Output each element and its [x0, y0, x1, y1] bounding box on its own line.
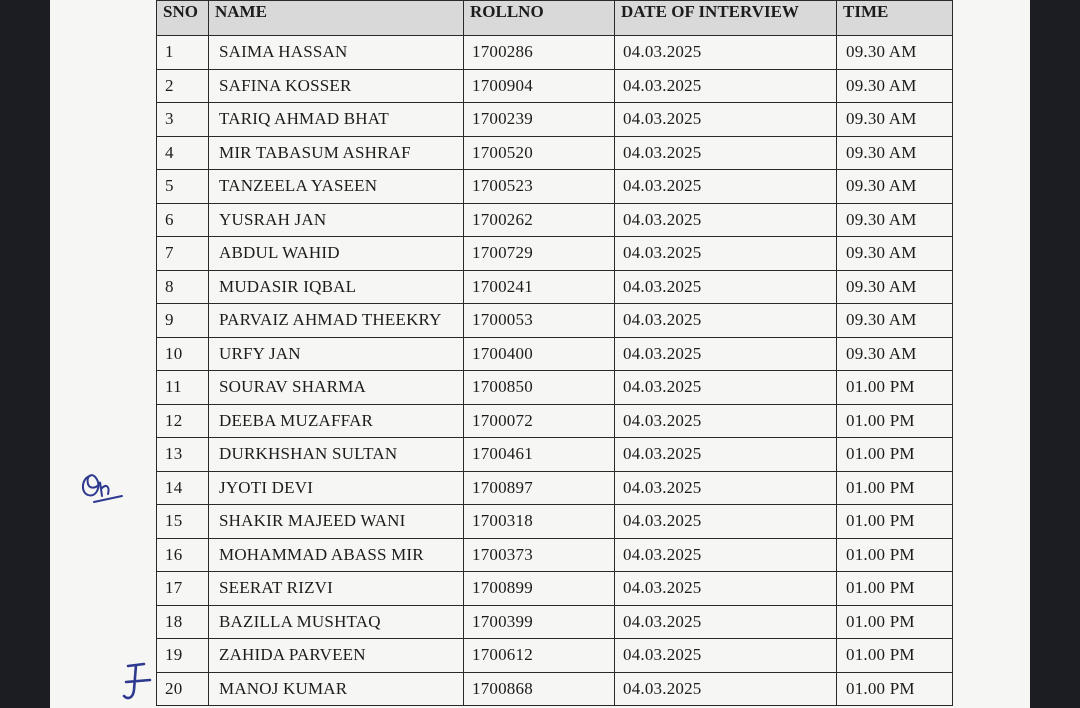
cell-sno: 14	[157, 471, 209, 505]
cell-time: 09.30 AM	[837, 203, 953, 237]
cell-sno: 6	[157, 203, 209, 237]
table-row	[157, 404, 953, 438]
cell-time: 01.00 PM	[837, 404, 953, 438]
table-row	[157, 572, 953, 606]
interview-schedule	[156, 0, 953, 706]
cell-rollno: 1700850	[464, 371, 615, 405]
cell-time: 01.00 PM	[837, 438, 953, 472]
table-row	[157, 438, 953, 472]
cell-date: 04.03.2025	[615, 471, 837, 505]
cell-sno: 13	[157, 438, 209, 472]
header-row	[157, 1, 953, 36]
cell-time: 01.00 PM	[837, 605, 953, 639]
cell-rollno: 1700897	[464, 471, 615, 505]
cell-time: 01.00 PM	[837, 538, 953, 572]
table-row	[157, 304, 953, 338]
cell-date: 04.03.2025	[615, 69, 837, 103]
cell-name: SAFINA KOSSER	[209, 69, 464, 103]
cell-sno: 9	[157, 304, 209, 338]
cell-time: 09.30 AM	[837, 304, 953, 338]
cell-date: 04.03.2025	[615, 203, 837, 237]
cell-rollno: 1700373	[464, 538, 615, 572]
header-sno: SNO	[157, 1, 209, 36]
cell-rollno: 1700461	[464, 438, 615, 472]
cell-sno: 19	[157, 639, 209, 673]
cell-date: 04.03.2025	[615, 572, 837, 606]
cell-rollno: 1700400	[464, 337, 615, 371]
cell-sno: 17	[157, 572, 209, 606]
cell-date: 04.03.2025	[615, 438, 837, 472]
cell-rollno: 1700318	[464, 505, 615, 539]
cell-time: 09.30 AM	[837, 337, 953, 371]
cell-name: MUDASIR IQBAL	[209, 270, 464, 304]
cell-date: 04.03.2025	[615, 505, 837, 539]
cell-rollno: 1700399	[464, 605, 615, 639]
table-row	[157, 136, 953, 170]
cell-rollno: 1700523	[464, 170, 615, 204]
header-name: NAME	[209, 1, 464, 36]
cell-sno: 5	[157, 170, 209, 204]
cell-name: ZAHIDA PARVEEN	[209, 639, 464, 673]
cell-time: 01.00 PM	[837, 471, 953, 505]
cell-date: 04.03.2025	[615, 103, 837, 137]
table-body	[157, 36, 953, 706]
cell-rollno: 1700053	[464, 304, 615, 338]
cell-name: TANZEELA YASEEN	[209, 170, 464, 204]
cell-sno: 1	[157, 36, 209, 70]
cell-sno: 11	[157, 371, 209, 405]
table-row	[157, 103, 953, 137]
cell-rollno: 1700286	[464, 36, 615, 70]
schedule-table	[156, 0, 953, 706]
cell-sno: 16	[157, 538, 209, 572]
cell-sno: 18	[157, 605, 209, 639]
cell-rollno: 1700072	[464, 404, 615, 438]
cell-time: 09.30 AM	[837, 36, 953, 70]
table-row	[157, 69, 953, 103]
cell-date: 04.03.2025	[615, 136, 837, 170]
cell-time: 09.30 AM	[837, 103, 953, 137]
cell-name: DURKHSHAN SULTAN	[209, 438, 464, 472]
cell-sno: 3	[157, 103, 209, 137]
cell-name: MANOJ KUMAR	[209, 672, 464, 706]
table-row	[157, 639, 953, 673]
cell-name: JYOTI DEVI	[209, 471, 464, 505]
cell-rollno: 1700520	[464, 136, 615, 170]
cell-rollno: 1700899	[464, 572, 615, 606]
cell-rollno: 1700241	[464, 270, 615, 304]
cell-date: 04.03.2025	[615, 672, 837, 706]
cell-name: TARIQ AHMAD BHAT	[209, 103, 464, 137]
signature-icon	[76, 462, 126, 512]
cell-time: 01.00 PM	[837, 639, 953, 673]
cell-sno: 10	[157, 337, 209, 371]
cell-name: MOHAMMAD ABASS MIR	[209, 538, 464, 572]
cell-time: 01.00 PM	[837, 371, 953, 405]
cell-time: 01.00 PM	[837, 505, 953, 539]
cell-time: 09.30 AM	[837, 270, 953, 304]
table-row	[157, 36, 953, 70]
cell-rollno: 1700729	[464, 237, 615, 271]
table-row	[157, 203, 953, 237]
cell-date: 04.03.2025	[615, 237, 837, 271]
cell-date: 04.03.2025	[615, 639, 837, 673]
header-date: DATE OF INTERVIEW	[615, 1, 837, 36]
cell-time: 09.30 AM	[837, 136, 953, 170]
cell-name: BAZILLA MUSHTAQ	[209, 605, 464, 639]
table-row	[157, 538, 953, 572]
cell-date: 04.03.2025	[615, 605, 837, 639]
cell-time: 01.00 PM	[837, 572, 953, 606]
cell-time: 09.30 AM	[837, 237, 953, 271]
table-row	[157, 505, 953, 539]
table-row	[157, 371, 953, 405]
table-row	[157, 237, 953, 271]
table-row	[157, 337, 953, 371]
header-rollno: ROLLNO	[464, 1, 615, 36]
cell-sno: 20	[157, 672, 209, 706]
table-row	[157, 471, 953, 505]
cell-sno: 4	[157, 136, 209, 170]
header-time: TIME	[837, 1, 953, 36]
cell-time: 09.30 AM	[837, 69, 953, 103]
table-row	[157, 270, 953, 304]
cell-rollno: 1700904	[464, 69, 615, 103]
cell-sno: 8	[157, 270, 209, 304]
table-row	[157, 605, 953, 639]
cell-sno: 7	[157, 237, 209, 271]
cell-name: MIR TABASUM ASHRAF	[209, 136, 464, 170]
cell-name: SHAKIR MAJEED WANI	[209, 505, 464, 539]
cell-date: 04.03.2025	[615, 337, 837, 371]
cell-name: SEERAT RIZVI	[209, 572, 464, 606]
cell-sno: 15	[157, 505, 209, 539]
cell-date: 04.03.2025	[615, 304, 837, 338]
cell-time: 09.30 AM	[837, 170, 953, 204]
cell-date: 04.03.2025	[615, 36, 837, 70]
cell-name: URFY JAN	[209, 337, 464, 371]
cell-sno: 2	[157, 69, 209, 103]
cell-name: ABDUL WAHID	[209, 237, 464, 271]
cell-rollno: 1700262	[464, 203, 615, 237]
cell-date: 04.03.2025	[615, 371, 837, 405]
cell-date: 04.03.2025	[615, 538, 837, 572]
cell-name: YUSRAH JAN	[209, 203, 464, 237]
cell-name: PARVAIZ AHMAD THEEKRY	[209, 304, 464, 338]
cell-date: 04.03.2025	[615, 270, 837, 304]
cell-name: SAIMA HASSAN	[209, 36, 464, 70]
table-row	[157, 672, 953, 706]
cell-rollno: 1700612	[464, 639, 615, 673]
cell-name: SOURAV SHARMA	[209, 371, 464, 405]
table-row	[157, 170, 953, 204]
cell-date: 04.03.2025	[615, 404, 837, 438]
cell-time: 01.00 PM	[837, 672, 953, 706]
cell-rollno: 1700868	[464, 672, 615, 706]
cell-name: DEEBA MUZAFFAR	[209, 404, 464, 438]
cell-date: 04.03.2025	[615, 170, 837, 204]
cell-rollno: 1700239	[464, 103, 615, 137]
cell-sno: 12	[157, 404, 209, 438]
